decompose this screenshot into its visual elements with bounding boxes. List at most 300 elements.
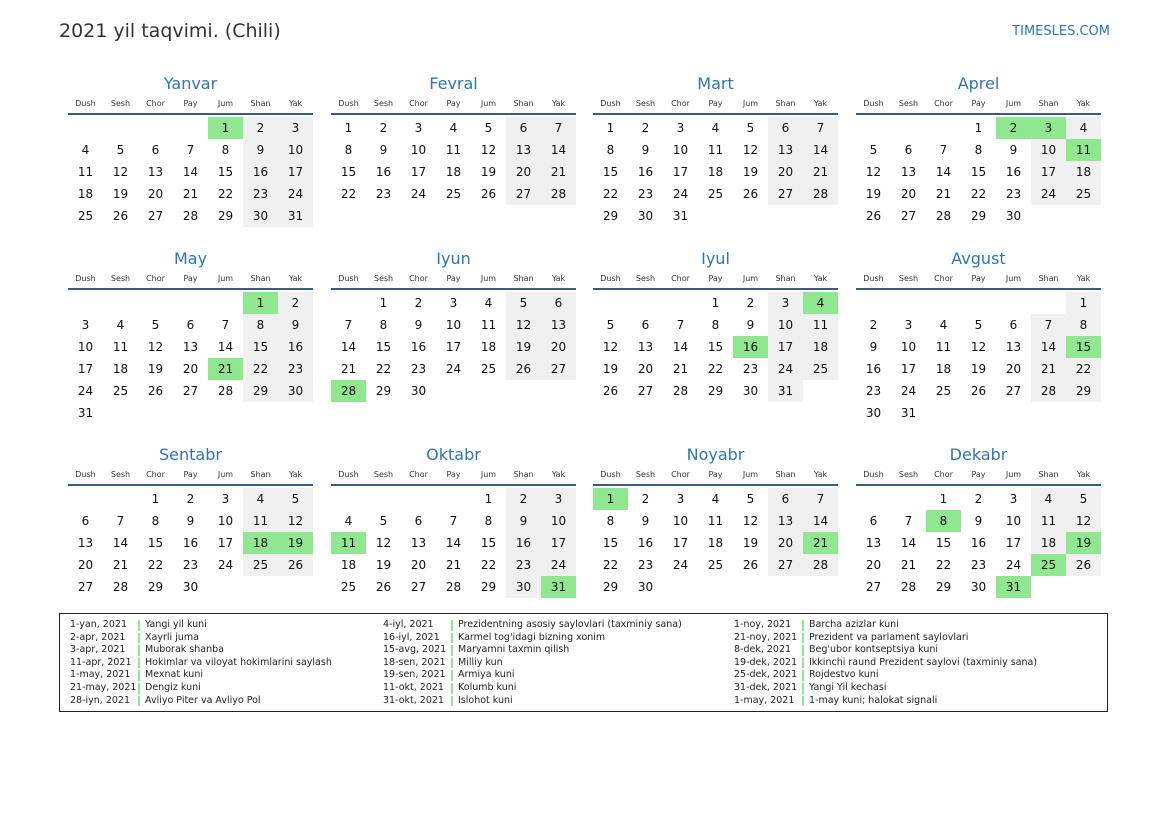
day-cell: 25 <box>243 554 278 576</box>
weekday-label: Pay <box>446 274 461 283</box>
day-cell: 20 <box>541 336 576 358</box>
holiday-row <box>383 657 682 670</box>
day-cell: 20 <box>1005 362 1022 376</box>
day-cell: 19 <box>480 165 497 179</box>
empty-cell <box>331 292 366 314</box>
holiday-marker <box>138 645 140 656</box>
day-cell: 29 <box>375 384 392 398</box>
day-cell: 30 <box>506 576 541 598</box>
day-cell: 11 <box>707 143 724 157</box>
week-row <box>68 380 313 402</box>
holiday-name: Prezident va parlament saylovlari <box>809 631 969 643</box>
holiday-date: 25-dek, 2021 <box>734 669 798 681</box>
day-cell: 26 <box>375 580 392 594</box>
empty-cell <box>103 402 138 424</box>
day-cell: 22 <box>340 187 357 201</box>
week-row <box>68 139 313 161</box>
day-cell: 6 <box>768 117 803 139</box>
day-cell: 20 <box>77 558 94 572</box>
holiday-row <box>734 632 1037 645</box>
day-cell: 27 <box>410 580 427 594</box>
day-cell: 16 <box>865 362 882 376</box>
holiday-column <box>734 619 1037 707</box>
day-cell: 13 <box>77 536 94 550</box>
holiday-name: Islohot kuni <box>458 694 513 706</box>
day-cell: 22 <box>243 358 278 380</box>
day-cell: 12 <box>970 340 987 354</box>
holiday-name: Milliy kun <box>458 656 503 668</box>
day-cell: 7 <box>676 318 685 332</box>
week-row <box>593 161 838 183</box>
empty-cell <box>1031 292 1066 314</box>
empty-cell <box>506 380 541 402</box>
day-cell: 29 <box>935 580 952 594</box>
week-row <box>68 336 313 358</box>
site-link[interactable]: TIMESLES.COM <box>1012 24 1110 39</box>
day-cell: 16 <box>637 536 654 550</box>
day-cell: 8 <box>379 318 388 332</box>
day-cell: 27 <box>1005 384 1022 398</box>
weekday-label: Shan <box>250 470 271 479</box>
holiday-marker <box>451 645 453 656</box>
day-cell: 7 <box>116 514 125 528</box>
weekday-label: Pay <box>971 470 986 479</box>
week-row <box>68 358 313 380</box>
holiday-name: Dengiz kuni <box>145 681 201 693</box>
day-cell: 19 <box>375 558 392 572</box>
day-cell: 7 <box>904 514 913 528</box>
holiday-row <box>70 632 332 645</box>
weekday-label: Dush <box>338 274 359 283</box>
holiday-date: 16-iyl, 2021 <box>383 631 440 643</box>
weekday-label: Sesh <box>110 470 131 479</box>
day-cell: 30 <box>970 580 987 594</box>
day-cell: 2 <box>243 117 278 139</box>
day-cell: 15 <box>243 336 278 358</box>
day-cell: 9 <box>869 340 878 354</box>
day-cell: 26 <box>147 384 164 398</box>
holiday-name: Maryamni taxmin qilish <box>458 644 570 656</box>
day-cell: 17 <box>77 362 94 376</box>
day-cell: 12 <box>865 165 882 179</box>
day-cell: 17 <box>410 165 427 179</box>
day-cell: 5 <box>606 318 615 332</box>
day-cell: 29 <box>707 384 724 398</box>
day-cell: 20 <box>410 558 427 572</box>
day-cell: 2 <box>278 292 313 314</box>
holiday-name: Yangi Yil kechasi <box>809 681 887 693</box>
weekday-label: Shan <box>1038 274 1059 283</box>
holiday-date: 1-may, 2021 <box>734 694 795 706</box>
day-cell: 17 <box>278 161 313 183</box>
day-cell: 23 <box>278 358 313 380</box>
day-cell: 18 <box>935 362 952 376</box>
empty-cell <box>926 402 961 424</box>
day-cell: 7 <box>541 117 576 139</box>
holiday-name: Karmel tog'idagi bizning xonim <box>458 631 606 643</box>
header-rule <box>856 288 1101 290</box>
day-cell: 17 <box>1005 536 1022 550</box>
day-cell: 8 <box>484 514 493 528</box>
day-cell: 29 <box>243 380 278 402</box>
month-may <box>68 248 313 424</box>
weekday-label: Pay <box>971 99 986 108</box>
week-row <box>68 554 313 576</box>
empty-cell <box>366 488 401 510</box>
holiday-marker <box>451 696 453 707</box>
day-cell: 17 <box>541 532 576 554</box>
day-cell: 25 <box>77 209 94 223</box>
holiday-date: 8-dek, 2021 <box>734 644 792 656</box>
day-cell: 21 <box>803 161 838 183</box>
weekday-label: Sesh <box>635 99 656 108</box>
day-cell: 11 <box>331 532 366 554</box>
day-cell: 1 <box>484 492 493 506</box>
empty-cell <box>138 402 173 424</box>
day-cell: 8 <box>606 514 615 528</box>
day-cell: 18 <box>707 536 724 550</box>
empty-cell <box>961 292 996 314</box>
day-cell: 30 <box>637 209 654 223</box>
empty-cell <box>243 402 278 424</box>
holiday-row <box>734 657 1037 670</box>
day-cell: 14 <box>445 536 462 550</box>
day-cell: 7 <box>449 514 458 528</box>
empty-cell <box>103 117 138 139</box>
month-name: Oktabr <box>426 445 481 464</box>
day-cell: 4 <box>449 121 458 135</box>
empty-cell <box>768 205 803 227</box>
weekday-header <box>331 97 576 111</box>
week-row <box>593 183 838 205</box>
day-cell: 11 <box>803 314 838 336</box>
day-cell: 15 <box>217 165 234 179</box>
day-cell: 20 <box>768 161 803 183</box>
day-cell: 28 <box>541 183 576 205</box>
week-row <box>593 292 838 314</box>
month-name: Iyun <box>436 249 471 268</box>
holiday-row <box>734 669 1037 682</box>
empty-cell <box>278 402 313 424</box>
empty-cell <box>173 402 208 424</box>
day-cell: 5 <box>506 292 541 314</box>
month-name: Sentabr <box>159 445 222 464</box>
day-cell: 27 <box>182 384 199 398</box>
day-cell: 4 <box>939 318 948 332</box>
day-cell: 18 <box>480 340 497 354</box>
weekday-header <box>856 97 1101 111</box>
day-cell: 8 <box>711 318 720 332</box>
day-cell: 6 <box>186 318 195 332</box>
header-rule <box>68 113 313 115</box>
week-row <box>593 139 838 161</box>
day-cell: 25 <box>803 358 838 380</box>
day-cell: 16 <box>410 340 427 354</box>
day-cell: 6 <box>151 143 160 157</box>
weekday-label: Dush <box>75 99 96 108</box>
weekday-header <box>68 272 313 286</box>
week-row <box>593 314 838 336</box>
day-cell: 15 <box>970 165 987 179</box>
day-cell: 19 <box>278 532 313 554</box>
weekday-label: Chor <box>671 470 690 479</box>
day-cell: 15 <box>480 536 497 550</box>
month-mart <box>593 73 838 227</box>
holiday-name: Rojdestvo kuni <box>809 669 879 681</box>
holiday-name: Yangi yil kuni <box>145 619 207 630</box>
empty-cell <box>138 117 173 139</box>
day-cell: 14 <box>803 510 838 532</box>
day-cell: 6 <box>541 292 576 314</box>
day-cell: 10 <box>217 514 234 528</box>
weekday-label: Sesh <box>373 470 394 479</box>
day-cell: 13 <box>410 536 427 550</box>
header-rule <box>593 288 838 290</box>
holiday-row <box>734 695 1037 708</box>
day-cell: 22 <box>1066 358 1101 380</box>
weekday-header <box>856 468 1101 482</box>
day-cell: 25 <box>445 187 462 201</box>
day-cell: 3 <box>81 318 90 332</box>
day-cell: 20 <box>182 362 199 376</box>
day-cell: 19 <box>742 536 759 550</box>
day-cell: 3 <box>221 492 230 506</box>
day-cell: 12 <box>480 143 497 157</box>
holiday-row <box>70 682 332 695</box>
empty-cell <box>996 292 1031 314</box>
empty-cell <box>1031 205 1066 227</box>
day-cell: 1 <box>1066 292 1101 314</box>
holiday-date: 15-avg, 2021 <box>383 644 447 656</box>
day-cell: 13 <box>182 340 199 354</box>
week-row <box>856 532 1101 554</box>
week-row <box>593 532 838 554</box>
day-cell: 26 <box>112 209 129 223</box>
empty-cell <box>1031 402 1066 424</box>
day-cell: 22 <box>707 362 724 376</box>
empty-cell <box>803 205 838 227</box>
holiday-row <box>383 695 682 708</box>
day-cell: 24 <box>1031 183 1066 205</box>
day-cell: 24 <box>77 384 94 398</box>
day-cell: 26 <box>278 554 313 576</box>
day-cell: 16 <box>733 336 768 358</box>
day-cell: 6 <box>81 514 90 528</box>
day-cell: 10 <box>410 143 427 157</box>
day-cell: 12 <box>112 165 129 179</box>
day-cell: 28 <box>112 580 129 594</box>
holiday-row <box>70 657 332 670</box>
day-cell: 1 <box>208 117 243 139</box>
holiday-row <box>383 669 682 682</box>
day-cell: 16 <box>970 536 987 550</box>
day-cell: 30 <box>243 205 278 227</box>
weekday-label: Jum <box>742 470 759 479</box>
week-row <box>856 117 1101 139</box>
day-cell: 12 <box>278 510 313 532</box>
day-cell: 28 <box>672 384 689 398</box>
month-fevral <box>331 73 576 205</box>
weekday-label: Dush <box>600 99 621 108</box>
weekday-label: Chor <box>409 99 428 108</box>
day-cell: 6 <box>768 488 803 510</box>
holiday-date: 19-dek, 2021 <box>734 656 798 668</box>
day-cell: 23 <box>243 183 278 205</box>
weekday-label: Chor <box>671 99 690 108</box>
day-cell: 29 <box>217 209 234 223</box>
day-cell: 28 <box>803 554 838 576</box>
empty-cell <box>243 576 278 598</box>
day-cell: 28 <box>900 580 917 594</box>
day-cell: 12 <box>742 143 759 157</box>
weekday-label: Yak <box>551 99 566 108</box>
day-cell: 25 <box>112 384 129 398</box>
empty-cell <box>541 380 576 402</box>
day-cell: 16 <box>278 336 313 358</box>
day-cell: 22 <box>217 187 234 201</box>
empty-cell <box>961 402 996 424</box>
weekday-label: Shan <box>513 470 534 479</box>
weekday-label: Dush <box>863 274 884 283</box>
day-cell: 27 <box>147 209 164 223</box>
day-cell: 9 <box>974 514 983 528</box>
day-cell: 1 <box>344 121 353 135</box>
empty-cell <box>173 117 208 139</box>
holiday-name: Beg'ubor kontseptsiya kuni <box>809 644 939 656</box>
weekday-header <box>68 468 313 482</box>
header-rule <box>593 113 838 115</box>
day-cell: 14 <box>112 536 129 550</box>
week-row <box>331 117 576 139</box>
day-cell: 16 <box>637 165 654 179</box>
month-yanvar <box>68 73 313 227</box>
holiday-marker <box>802 645 804 656</box>
day-cell: 11 <box>707 514 724 528</box>
holiday-marker <box>138 633 140 644</box>
weekday-label: Jum <box>1005 470 1022 479</box>
day-cell: 18 <box>243 532 278 554</box>
day-cell: 6 <box>1009 318 1018 332</box>
empty-cell <box>278 576 313 598</box>
day-cell: 19 <box>147 362 164 376</box>
week-row <box>68 576 313 598</box>
empty-cell <box>856 488 891 510</box>
holiday-marker <box>138 658 140 669</box>
day-cell: 2 <box>641 121 650 135</box>
holiday-name: Muborak shanba <box>145 644 224 656</box>
day-cell: 27 <box>768 183 803 205</box>
week-row <box>331 183 576 205</box>
empty-cell <box>996 402 1031 424</box>
month-name: Yanvar <box>163 74 218 93</box>
weekday-label: Yak <box>551 470 566 479</box>
weekday-label: Chor <box>409 274 428 283</box>
day-cell: 20 <box>865 558 882 572</box>
day-cell: 21 <box>340 362 357 376</box>
month-aprel <box>856 73 1101 227</box>
day-cell: 1 <box>711 296 720 310</box>
holiday-column <box>70 619 332 707</box>
week-row <box>68 292 313 314</box>
day-cell: 17 <box>445 340 462 354</box>
weekday-label: Shan <box>513 99 534 108</box>
month-name: Fevral <box>429 74 478 93</box>
holiday-column <box>383 619 682 707</box>
day-cell: 19 <box>970 362 987 376</box>
day-cell: 14 <box>340 340 357 354</box>
week-row <box>331 532 576 554</box>
day-cell: 1 <box>974 121 983 135</box>
weekday-label: Dush <box>75 274 96 283</box>
week-row <box>68 510 313 532</box>
day-cell: 6 <box>506 117 541 139</box>
day-cell: 13 <box>768 510 803 532</box>
day-cell: 31 <box>900 406 917 420</box>
month-name: Dekabr <box>949 445 1008 464</box>
day-cell: 27 <box>865 580 882 594</box>
day-cell: 14 <box>182 165 199 179</box>
page-title: 2021 yil taqvimi. (Chili) <box>59 20 281 42</box>
day-cell: 8 <box>1066 314 1101 336</box>
day-cell: 31 <box>996 576 1031 598</box>
day-cell: 23 <box>637 558 654 572</box>
day-cell: 4 <box>711 492 720 506</box>
day-cell: 10 <box>672 143 689 157</box>
weekday-label: Shan <box>775 99 796 108</box>
empty-cell <box>698 576 733 598</box>
holiday-name: Xayrli juma <box>145 631 199 643</box>
empty-cell <box>173 292 208 314</box>
week-row <box>68 183 313 205</box>
day-cell: 29 <box>480 580 497 594</box>
week-row <box>68 205 313 227</box>
day-cell: 19 <box>1066 532 1101 554</box>
day-cell: 10 <box>445 318 462 332</box>
day-cell: 2 <box>746 296 755 310</box>
day-cell: 26 <box>742 558 759 572</box>
weekday-label: Jum <box>217 274 234 283</box>
weekday-header <box>593 97 838 111</box>
day-cell: 26 <box>742 187 759 201</box>
day-cell: 11 <box>445 143 462 157</box>
day-cell: 4 <box>81 143 90 157</box>
day-cell: 3 <box>449 296 458 310</box>
day-cell: 2 <box>506 488 541 510</box>
empty-cell <box>698 205 733 227</box>
week-row <box>68 532 313 554</box>
week-row <box>856 488 1101 510</box>
day-cell: 21 <box>112 558 129 572</box>
day-cell: 19 <box>506 336 541 358</box>
weekday-label: Jum <box>1005 274 1022 283</box>
day-cell: 26 <box>865 209 882 223</box>
day-cell: 5 <box>151 318 160 332</box>
weekday-label: Dush <box>863 470 884 479</box>
holiday-date: 31-okt, 2021 <box>383 694 444 706</box>
weekday-label: Sesh <box>373 99 394 108</box>
day-cell: 3 <box>904 318 913 332</box>
day-cell: 23 <box>375 187 392 201</box>
holiday-row <box>70 644 332 657</box>
day-cell: 30 <box>278 380 313 402</box>
day-cell: 11 <box>77 165 94 179</box>
day-cell: 7 <box>186 143 195 157</box>
week-row <box>593 554 838 576</box>
empty-cell <box>891 488 926 510</box>
holiday-row <box>734 619 1037 632</box>
empty-cell <box>803 380 838 402</box>
day-cell: 26 <box>602 384 619 398</box>
